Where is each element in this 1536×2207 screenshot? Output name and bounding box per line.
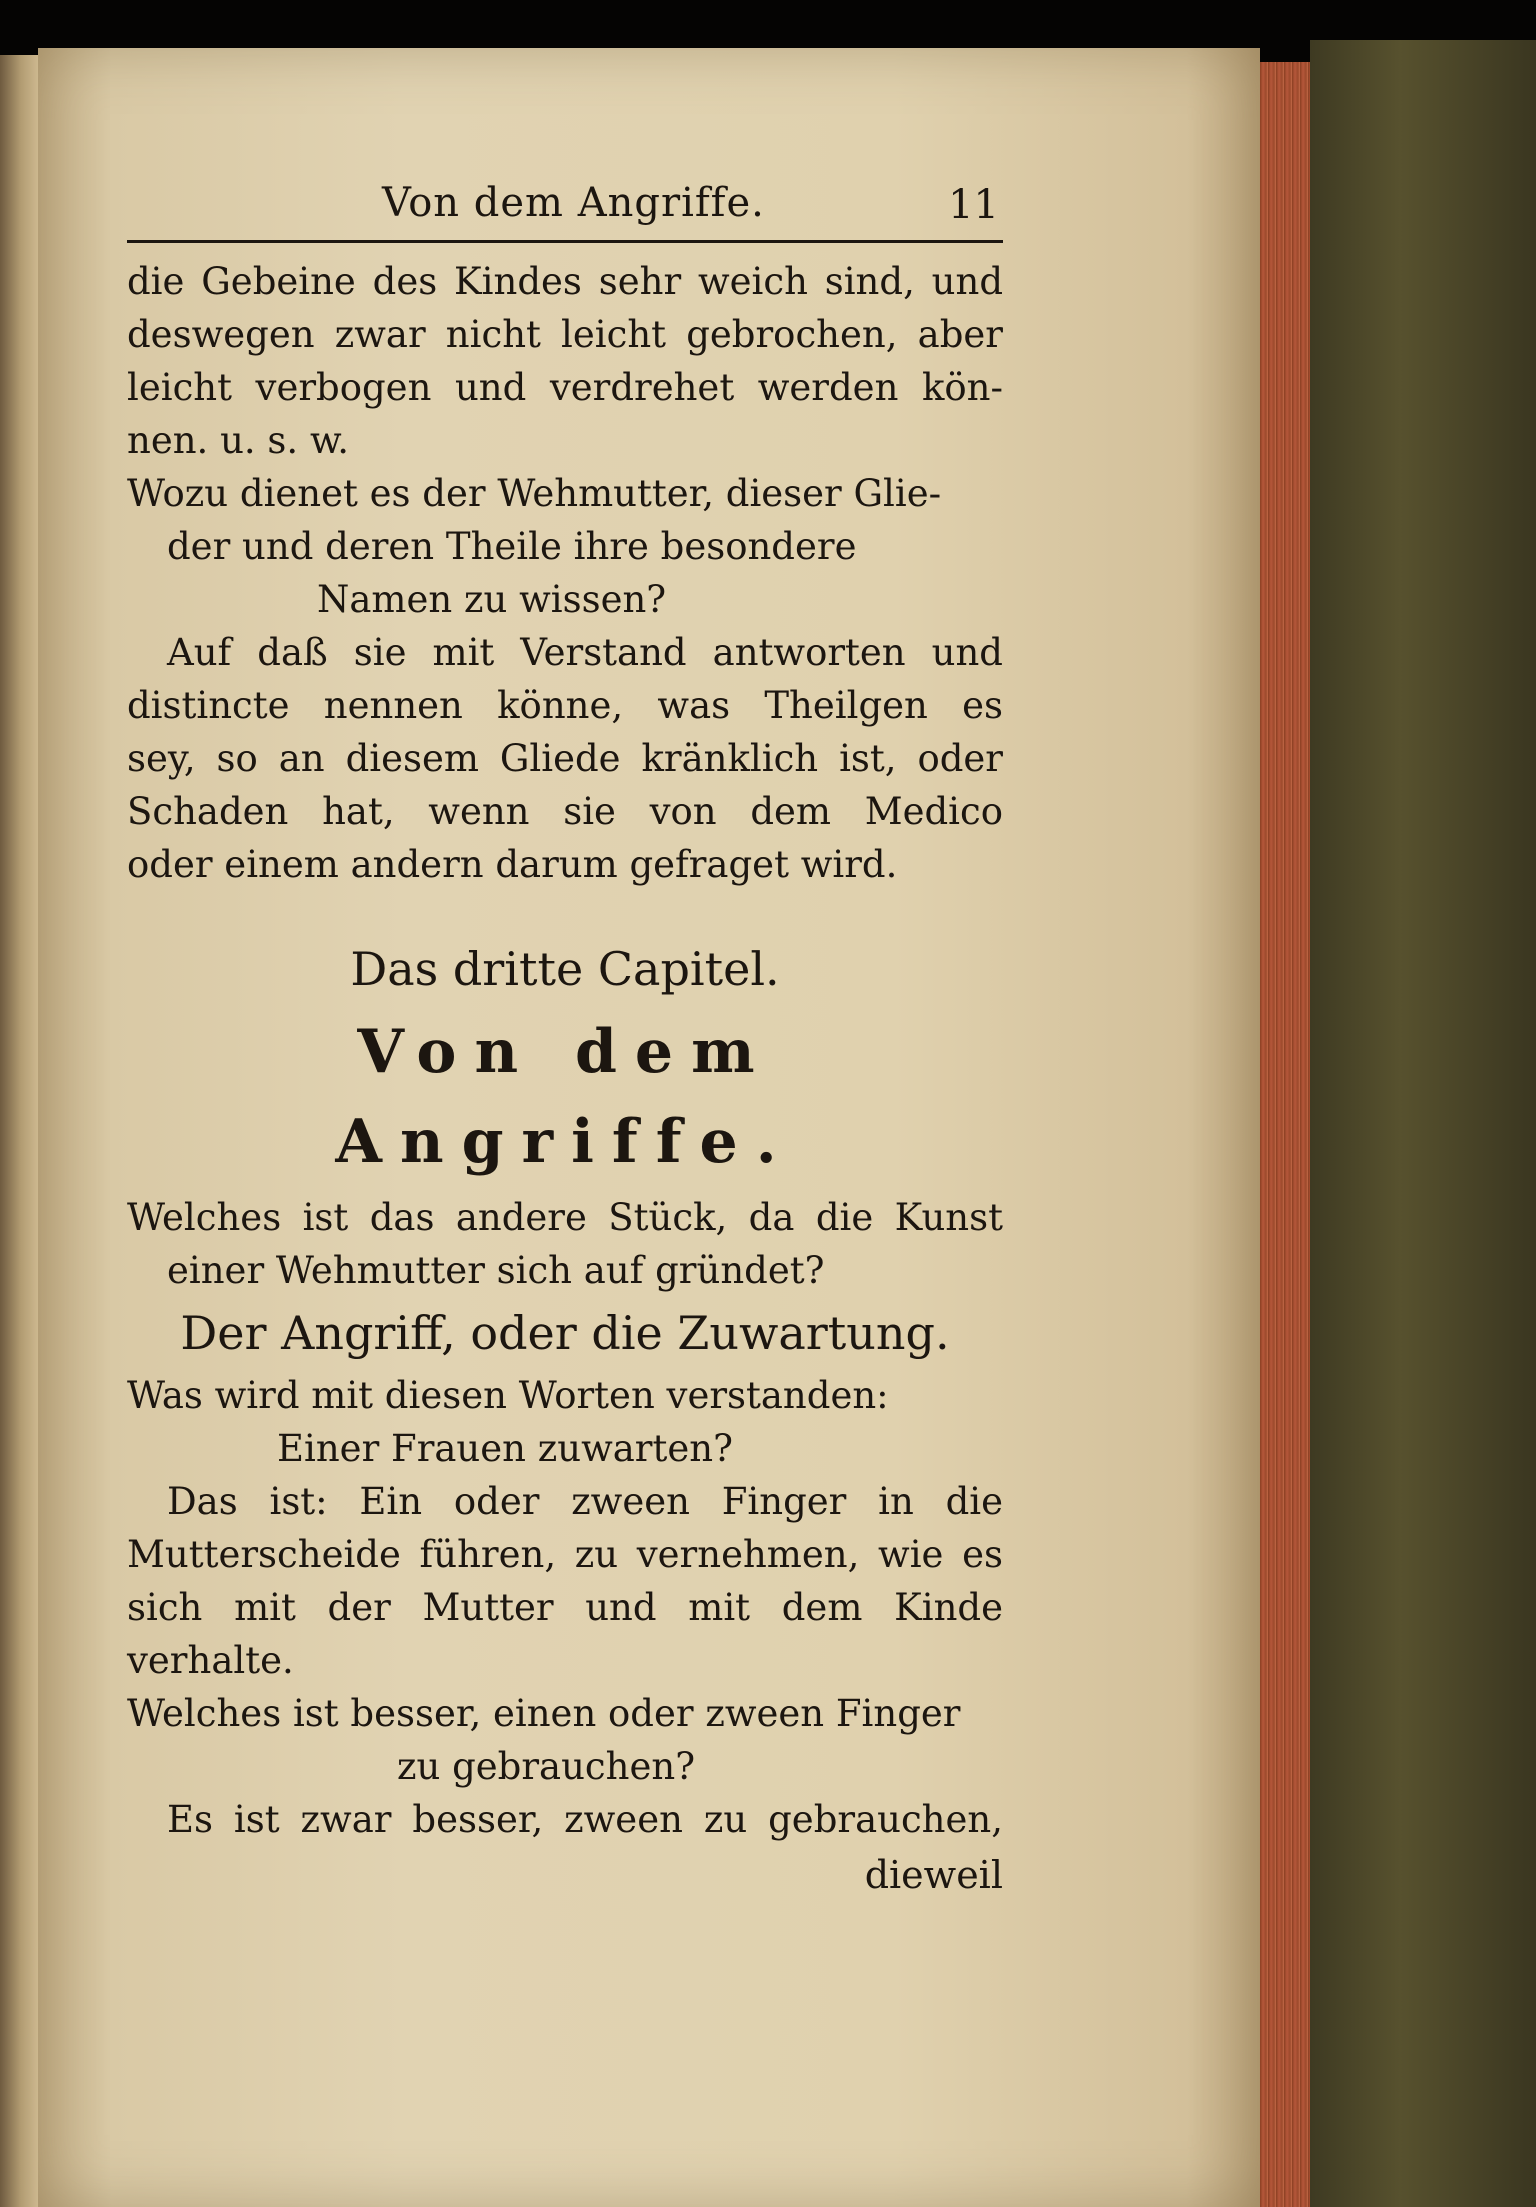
text-line: Wozu dienet es der Wehmutter, dieser Glie- (127, 472, 942, 515)
question (127, 1369, 1003, 1475)
answer (127, 1475, 1003, 1687)
paragraph-continuation (127, 255, 1003, 467)
text-line: Einer Frauen zuwarten? (277, 1427, 733, 1470)
text-line: Schaden hat, wenn sie von dem Medico (127, 790, 1003, 833)
answer: Der Angriff, oder die Zuwartung. (180, 1306, 950, 1360)
text-line: verhalte. (127, 1639, 294, 1682)
text-line: die Gebeine des Kindes sehr weich sind, und (127, 260, 1003, 303)
question (127, 1687, 1003, 1793)
chapter-heading: Das dritte Capitel. (350, 942, 780, 996)
text-line: Das ist: Ein oder zween Finger in die (167, 1480, 1003, 1523)
text-line: der und deren Theile ihre besondere (167, 525, 857, 568)
text-block (127, 180, 1003, 1904)
page-block-edge (1260, 62, 1310, 2207)
text-line: sich mit der Mutter und mit dem Kinde (127, 1586, 1003, 1629)
header-rule (127, 240, 1003, 243)
text-line: distincte nennen könne, was Theilgen es (127, 684, 1003, 727)
catchword: dieweil (864, 1853, 1003, 1897)
text-line: nen. u. s. w. (127, 419, 349, 462)
text-line: oder einem andern darum gefraget wird. (127, 843, 898, 886)
answer (127, 1793, 1003, 1846)
question (127, 1191, 1003, 1297)
text-line: leicht verbogen und verdrehet werden kön- (127, 366, 1003, 409)
text-line: Mutterscheide führen, zu vernehmen, wie es (127, 1533, 1003, 1576)
text-line: zu gebrauchen? (397, 1745, 696, 1788)
page-header (127, 180, 1003, 240)
question (127, 467, 1003, 626)
text-line: Namen zu wissen? (317, 578, 667, 621)
text-line: Welches ist das andere Stück, da die Kunst (127, 1196, 1003, 1239)
text-line: Auf daß sie mit Verstand antworten und (167, 631, 1003, 674)
text-line: sey, so an diesem Gliede kränklich ist, oder (127, 737, 1003, 780)
text-line: Was wird mit diesen Worten verstanden: (127, 1374, 889, 1417)
text-line: einer Wehmutter sich auf gründet? (167, 1249, 825, 1292)
left-page-edge (0, 55, 38, 2207)
text-line: Welches ist besser, einen oder zween Finger (127, 1692, 961, 1735)
book-cover (1310, 40, 1536, 2207)
text-line: Es ist zwar besser, zween zu gebrauchen, (167, 1798, 1003, 1841)
section-title: Von dem Angriffe. (335, 1017, 795, 1177)
answer (127, 626, 1003, 891)
page-number: 11 (948, 182, 999, 228)
text-line: deswegen zwar nicht leicht gebrochen, aber (127, 313, 1003, 356)
running-head: Von dem Angriffe. (382, 180, 765, 226)
